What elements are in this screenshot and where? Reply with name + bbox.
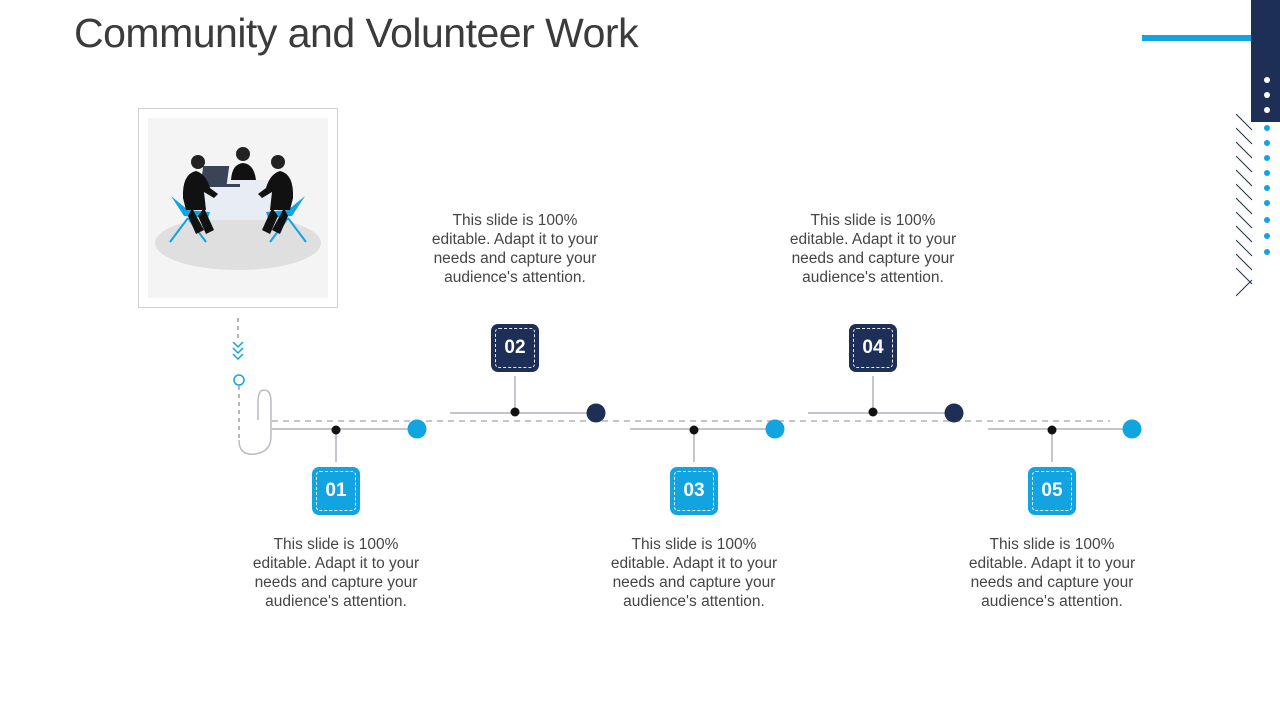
slide-title: Community and Volunteer Work: [74, 10, 639, 56]
step-text-02: This slide is 100% editable. Adapt it to your needs and capture your audience's attention.: [431, 212, 599, 286]
step-badge-01: [312, 467, 360, 515]
step-number: 02: [504, 337, 526, 358]
step-number: 01: [325, 480, 347, 501]
step-text-04: This slide is 100% editable. Adapt it to your needs and capture your audience's attention.: [789, 212, 957, 286]
step-number: 05: [1041, 480, 1063, 501]
step-text-03: This slide is 100% editable. Adapt it to your needs and capture your audience's attention.: [610, 536, 778, 610]
step-badge-03: [670, 467, 718, 515]
step-badge-05: [1028, 467, 1076, 515]
step-text-05: This slide is 100% editable. Adapt it to your needs and capture your audience's attention.: [968, 536, 1136, 610]
step-text-01: This slide is 100% editable. Adapt it to your needs and capture your audience's attention.: [252, 536, 420, 610]
step-badge-04: [849, 324, 897, 372]
step-number: 03: [683, 480, 705, 501]
step-number: 04: [862, 337, 884, 358]
step-badge-02: [491, 324, 539, 372]
